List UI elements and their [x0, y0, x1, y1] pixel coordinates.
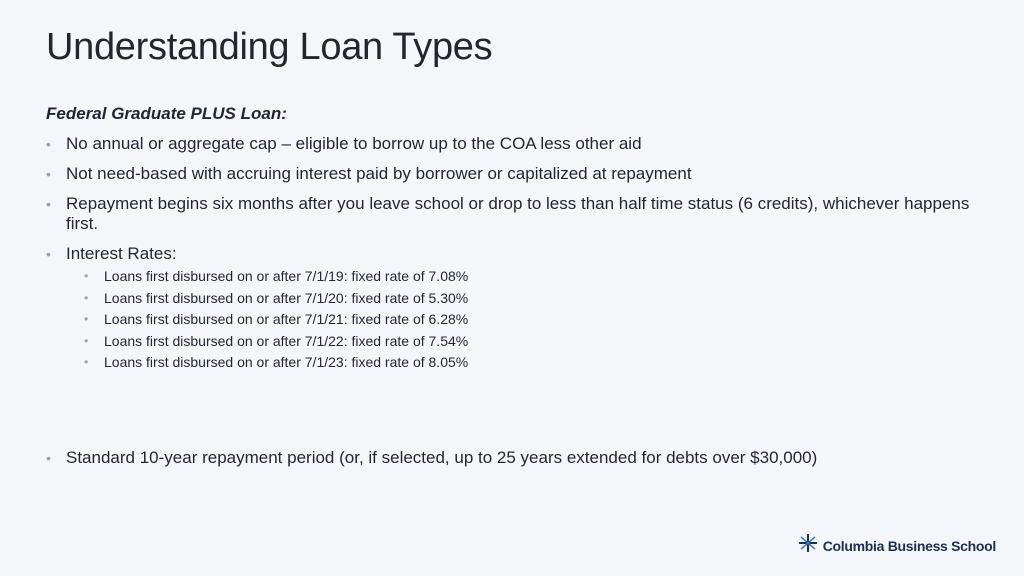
bullet-list — [46, 134, 986, 381]
bullet-dot-icon: • — [84, 333, 89, 348]
bullet-text: Standard 10-year repayment period (or, if selected, up to 25 years extended for debts over $30,000) — [66, 448, 818, 467]
rate-text: Loans first disbursed on or after 7/1/22: fixed rate of 7.54% — [104, 332, 469, 349]
rate-text: Loans first disbursed on or after 7/1/19: fixed rate of 7.08% — [104, 268, 469, 284]
rate-item — [84, 290, 986, 307]
columbia-business-school-logo — [797, 533, 996, 558]
rate-item — [84, 354, 986, 371]
bullet-dot-icon: • — [46, 166, 51, 182]
rate-list — [84, 268, 986, 371]
bullet-item — [46, 244, 986, 371]
bullet-item — [46, 134, 986, 154]
bullet-dot-icon: • — [46, 246, 51, 262]
bullet-text: No annual or aggregate cap – eligible to borrow up to the COA less other aid — [66, 134, 642, 153]
rate-item — [84, 311, 986, 328]
bullet-list-bottom — [46, 448, 986, 468]
bullet-dot-icon: • — [46, 136, 51, 152]
bullet-dot-icon: • — [84, 312, 89, 327]
bullet-item — [46, 164, 986, 184]
bullet-text: Not need-based with accruing interest paid by borrower or capitalized at repayment — [66, 164, 692, 183]
bullet-item — [46, 194, 986, 234]
bullet-dot-icon: • — [84, 355, 89, 370]
slide-title: Understanding Loan Types — [46, 26, 493, 68]
rate-text: Loans first disbursed on or after 7/1/21: fixed rate of 6.28% — [104, 311, 469, 328]
logo-text: Columbia Business School — [822, 537, 996, 554]
bullet-item — [46, 448, 986, 468]
bullet-dot-icon: • — [46, 196, 51, 212]
bullet-dot-icon: • — [84, 269, 89, 283]
bullet-dot-icon: • — [46, 450, 51, 466]
columbia-crown-logo-icon — [797, 533, 819, 558]
subheading: Federal Graduate PLUS Loan: — [46, 104, 287, 123]
bullet-dot-icon: • — [84, 290, 89, 305]
bullet-text: Repayment begins six months after you leave school or drop to less than half time status (6 credits), whichever happens first. — [66, 194, 970, 233]
bullet-text: Interest Rates: — [66, 244, 177, 263]
rate-text: Loans first disbursed on or after 7/1/20: fixed rate of 5.30% — [104, 289, 469, 306]
rate-item — [84, 268, 986, 285]
rate-item — [84, 333, 986, 350]
rate-text: Loans first disbursed on or after 7/1/23: fixed rate of 8.05% — [104, 354, 469, 371]
